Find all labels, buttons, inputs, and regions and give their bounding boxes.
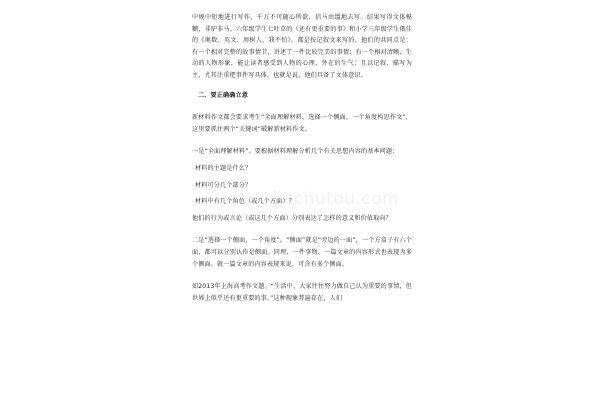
paragraph-genre-awareness: 中规中矩地进行写作，千万不可随心所欲，信马由缰地去写。结果写得文体模糊，非驴非马。六年级学生七叶草的《还有更重要的事》和小学三年级学生俄佳的《奥数、英文、周树人，我不怕》，都是按记叙文来写的。他们的共同点是：有一个相对完整的故事情节，讲述了一件比较完美的事情；有一个相对清晰、生动的人物形象，能让读者感受到人物的心理、外在的生气；且以记叙、描写为主，尤其注重把事件写具体。也就是说，他们具备了文体意识。: [192, 14, 412, 79]
question-theme: 材料的主题是什么？: [195, 164, 252, 172]
section-heading-topic: 二、要正确确立意: [198, 91, 248, 99]
paragraph-behavior-meaning: 他们的行为或言论（或这几个方面）分别表达了怎样的意义和价值取向？: [192, 214, 392, 222]
document-body: [192, 12, 412, 304]
paragraph-choose-aspect: 二是“选择一个侧面，一个角度”。“侧面”就是“旁边的一面”，一个方盒子有六个面，都可以分别认作是侧面。同理，一件事物、一篇文章的内容形式也表现为多个侧面。就一篇文章的内容表现来说，可含有多个侧面。: [192, 237, 412, 268]
question-roles: 材料中有几个角色（或几个方面）？: [195, 198, 295, 206]
paragraph-understand-material: 一是“全面理解材料”。要根据材料理解分析几个有关思想内容的基本问题：: [192, 148, 399, 156]
paragraph-shanghai-2013: 如2013年上海高考作文题。“生活中，大家往往努力做自己认为重要的事情，但世界上似乎还有更重要的事。”这种现象普遍存在，人们: [192, 283, 412, 302]
question-parts: 材料可分几个部分？: [195, 181, 252, 189]
paragraph-material-intro: 新材料作文都会要求考生“全面理解材料，选择一个侧面，一个角度构思作文”，这里要抓住两个“关键词”破解新材料作文。: [192, 114, 412, 133]
watermark: jinchutou.com: [272, 189, 400, 209]
